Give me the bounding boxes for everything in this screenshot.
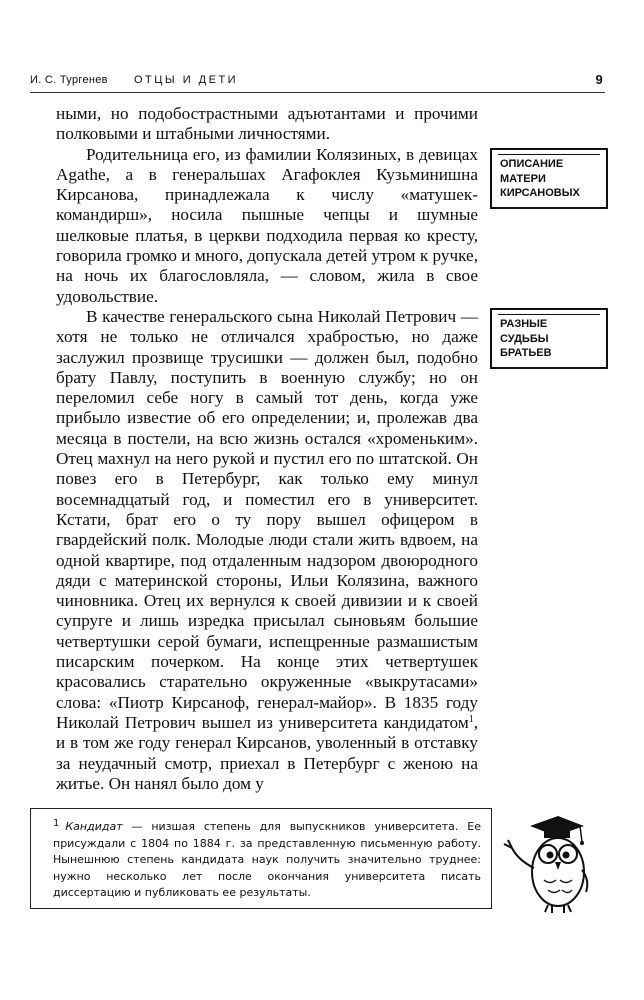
- footnote-number: 1: [53, 818, 60, 829]
- margin-note-mother: [490, 148, 608, 209]
- margin-note-line: РАЗНЫЕ: [500, 318, 548, 330]
- footnote-term: Кандидат: [65, 820, 123, 833]
- footnote-ref[interactable]: 1: [468, 713, 474, 725]
- header-rule: [30, 92, 605, 93]
- page-number: 9: [595, 72, 603, 87]
- scholar-owl-icon: [500, 808, 600, 918]
- footnote-definition: — низшая степень для выпускников университета. Ее присуждали с 1804 по 1884 г. за представленную письменную работу. Нынешнюю степень кандидата наук получить значительно труднее: нужно несколько лет после окончания университета писать диссертацию и публиковать ее результаты.: [53, 820, 481, 900]
- header-book-title: ОТЦЫ И ДЕТИ: [134, 74, 239, 86]
- footnote-box: [30, 808, 492, 909]
- running-header: [30, 72, 605, 90]
- paragraph-3-text-a: В качестве генеральского сына Николай Петрович — хотя не только не отличался храбростью, но даже заслужил прозвище трусишки — должен был, подобно брату Павлу, поступить в военную службу; но он переломил себе ногу в самый тот день, когда уже прибыло известие об его определении; и, пролежав два месяца в постели, на всю жизнь остался «хроменьким». Отец махнул на него рукой и пустил его по штатской. Он повез его в Петербург, как только ему минул восемнадцатый год, и поместил его в университет. Кстати, брат его о ту пору вышел офицером в гвардейский полк. Молодые люди стали жить вдвоем, на одной квартире, под отдаленным надзором двоюродного дяди с материнской стороны, Ильи Колязина, важного чиновника. Отец их вернулся к своей дивизии и к своей супруге и лишь изредка присылал сыновьям большие четвертушки серой бумаги, испещренные размашистым писарским почерком. На конце этих четвертушек красовались старательно окруженные «выкрутасами» слова: «Пиотр Кирсаноф, генерал-майор». В 1835 году Николай Петрович вышел из университета кандидатом: [56, 306, 478, 732]
- header-author: И. С. Тургенев: [30, 74, 108, 86]
- paragraph-2: Родительница его, из фамилии Колязиных, в девицах Agathe, а в генеральшах Агафоклея Кузьминишна Кирсанова, принадлежала к числу «матушек-командирш», носила пышные чепцы и шумные шелковые платья, в церкви подходила первая ко кресту, говорила громко и много, допускала детей утром к ручке, на ночь их благословляла, — словом, жила в свое удовольствие.: [56, 144, 478, 306]
- margin-note-line: БРАТЬЕВ: [500, 347, 552, 359]
- margin-note-line: СУДЬБЫ: [500, 332, 549, 345]
- footnote-text: [53, 819, 481, 902]
- margin-note-line: МАТЕРИ: [500, 172, 546, 185]
- margin-note-line: КИРСАНОВЫХ: [500, 187, 580, 199]
- paragraph-3-text-b: , и в том же году генерал Кирсанов, уволенный в отставку за неудачный смотр, приехал в Петербург с женою на житье. Он нанял было дом у: [56, 712, 478, 793]
- paragraph-3: [56, 307, 478, 794]
- body-text: [56, 104, 478, 794]
- paragraph-1: ными, но подобострастными адъютантами и прочими полковыми и штабными личностями.: [56, 104, 478, 144]
- margin-note-line: ОПИСАНИЕ: [500, 158, 564, 170]
- margin-note-brothers: [490, 308, 608, 369]
